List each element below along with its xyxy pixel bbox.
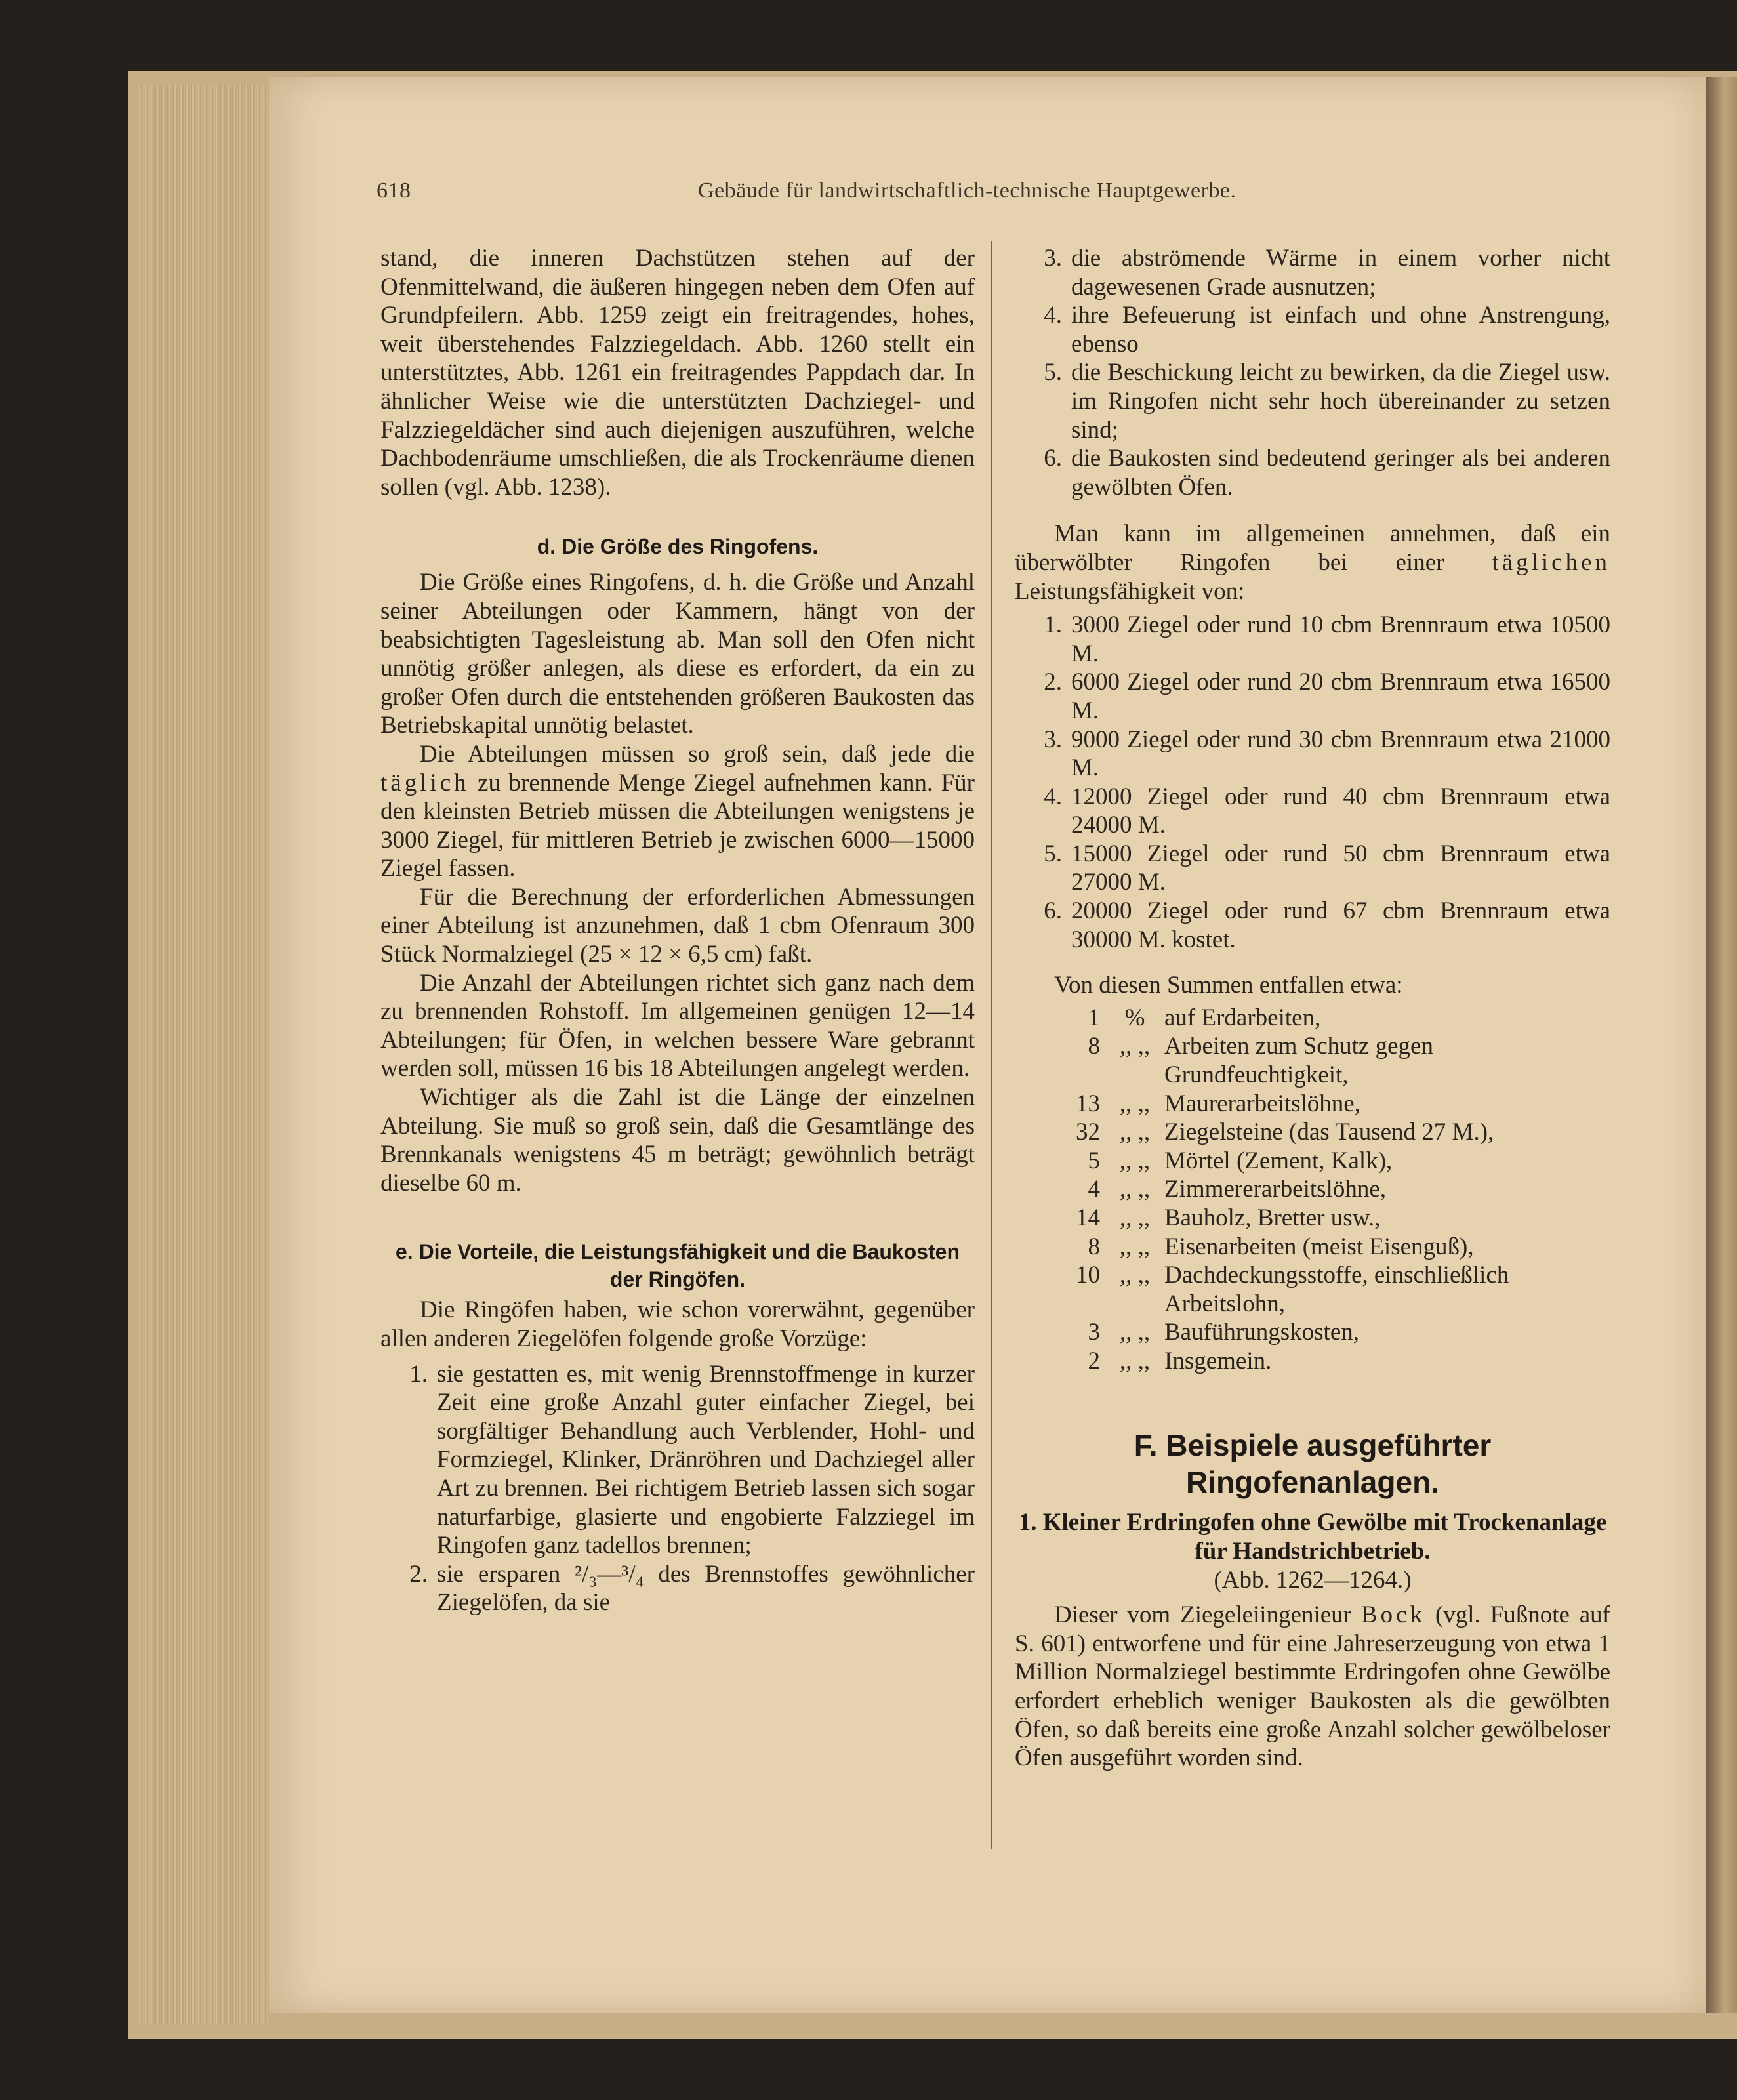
- paragraph-f: Dieser vom Ziegeleiingenieur Bock (vgl. Fußnote auf S. 601) entworfene und für eine Jahreserzeugung von etwa 1 Million Normalziegel bestimmte Erdringofen ohne Gewölbe erfordert erheblich weniger Baukosten als die gewölbten Öfen, so daß bereits eine große Anzahl solcher gewölbeloser Öfen ausgeführt worden sind.: [1015, 1601, 1611, 1772]
- emphasis-taeglich: täglich: [380, 769, 470, 796]
- heading-F: F. Beispiele ausgeführter Ringofenanlagen.: [1134, 1428, 1492, 1499]
- list-item: 6. die Baukosten sind bedeutend geringer als bei anderen gewölbten Öfen.: [1044, 445, 1610, 501]
- table-row: 32 ,, ,, Ziegelsteine (das Tausend 27 M.),: [1076, 1119, 1494, 1146]
- table-row: 3 ,, ,, Bauführungskosten,: [1088, 1319, 1359, 1346]
- facing-page-edge: [1706, 77, 1737, 2013]
- table-row: 8 ,, ,, Arbeiten zum Schutz gegen Grundfeuchtigkeit,: [1088, 1033, 1433, 1089]
- paragraph-intro: stand, die inneren Dachstützen stehen auf der Ofenmittelwand, die äußeren hingegen neben dem Ofen auf Grundpfeilern. Abb. 1259 zeigt ein freitragendes, hohes, weit überstehendes Falzziegeldach. Abb. 1260 stellt ein unterstütztes, Abb. 1261 ein freitragendes Pappdach dar. In ähnlicher Weise wie die unterstützten Dachziegel- und Falzziegeldächer sind auch diejenigen auszuführen, welche Dachbodenräume umschließen, die als Trockenräume dienen sollen (vgl. Abb. 1238).: [380, 245, 975, 501]
- list-item: 3. die abströmende Wärme in einem vorher nicht dagewesenen Grade ausnutzen;: [1044, 245, 1610, 300]
- list-item: 6. 20000 Ziegel oder rund 67 cbm Brennraum etwa 30000 M. kostet.: [1044, 897, 1610, 953]
- advantages-list-right: [1015, 244, 1610, 501]
- column-rule: [991, 241, 992, 1849]
- list-item: 2. sie ersparen ²/₃—³/₄ des Brennstoffes gewöhnlicher Ziegelöfen, da sie: [409, 1560, 975, 1616]
- list-item: 3. 9000 Ziegel oder rund 30 cbm Brennraum etwa 21000 M.: [1044, 726, 1610, 782]
- emphasis-taeglichen: täglichen: [1492, 548, 1610, 576]
- paragraph-d1: Die Größe eines Ringofens, d. h. die Größe und Anzahl seiner Abteilungen oder Kammern, hängt von der beabsichtigten Tagesleistung ab. Man soll den Ofen nicht unnötig größer anlegen, als diese es erfordert, da ein zu großer Ofen durch die entstehenden größeren Baukosten das Betriebskapital unnötig belastet.: [380, 569, 975, 739]
- paragraph-capacity: Man kann im allgemeinen annehmen, daß ein überwölbter Ringofen bei einer täglichen Leistungsfähigkeit von:: [1015, 520, 1610, 605]
- table-row: 5 ,, ,, Mörtel (Zement, Kalk),: [1088, 1147, 1393, 1174]
- capacity-list: [1015, 611, 1610, 954]
- figure-reference: (Abb. 1262—1264.): [1214, 1566, 1412, 1594]
- list-item: 4. ihre Befeuerung ist einfach und ohne Anstrengung, ebenso: [1044, 302, 1610, 358]
- heading-e: e. Die Vorteile, die Leistungsfähigkeit und die Baukosten der Ringöfen.: [395, 1240, 960, 1292]
- emphasis-bock: Bock: [1360, 1601, 1426, 1629]
- list-item: 1. 3000 Ziegel oder rund 10 cbm Brennraum etwa 10500 M.: [1044, 611, 1610, 667]
- list-item: 5. die Beschickung leicht zu bewirken, da die Ziegel usw. im Ringofen nicht sehr hoch übereinander zu setzen sind;: [1044, 359, 1610, 443]
- paragraph-e1: Die Ringöfen haben, wie schon vorerwähnt, gegenüber allen anderen Ziegelöfen folgende große Vorzüge:: [380, 1296, 975, 1352]
- page-number: 618: [377, 178, 411, 203]
- table-row: 8 ,, ,, Eisenarbeiten (meist Eisenguß),: [1088, 1233, 1474, 1260]
- advantages-list-left: [380, 1360, 975, 1617]
- table-row: 10 ,, ,, Dachdeckungsstoffe, einschließlich Arbeitslohn,: [1076, 1262, 1509, 1317]
- table-row: 1 % auf Erdarbeiten,: [1088, 1004, 1321, 1031]
- list-item: 4. 12000 Ziegel oder rund 40 cbm Brennraum etwa 24000 M.: [1044, 783, 1610, 839]
- table-row: 2 ,, ,, Insgemein.: [1088, 1347, 1272, 1374]
- paragraph-d5: Wichtiger als die Zahl ist die Länge der einzelnen Abteilung. Sie muß so groß sein, daß die Gesamtlänge des Brennkanals wenigstens 45 m beträgt; gewöhnlich beträgt dieselbe 60 m.: [380, 1084, 975, 1197]
- right-column: [1015, 244, 1610, 1773]
- cost-table: [1054, 1004, 1610, 1376]
- heading-1: 1. Kleiner Erdringofen ohne Gewölbe mit Trockenanlage für Handstrichbetrieb.: [1018, 1508, 1607, 1565]
- paragraph-d2: Die Abteilungen müssen so groß sein, daß jede die täglich zu brennende Menge Ziegel aufnehmen kann. Für den kleinsten Betrieb müssen die Abteilungen wenigstens je 3000 Ziegel, für mittleren Betrieb je zwischen 6000—15000 Ziegel fassen.: [380, 740, 975, 882]
- list-item: 5. 15000 Ziegel oder rund 50 cbm Brennraum etwa 27000 M.: [1044, 840, 1610, 896]
- table-row: 13 ,, ,, Maurerarbeitslöhne,: [1076, 1090, 1360, 1117]
- heading-d: d. Die Größe des Ringofens.: [537, 535, 819, 559]
- list-item: 1. sie gestatten es, mit wenig Brennstoffmenge in kurzer Zeit eine große Anzahl guter einfacher Ziegel, bei sorgfältiger Behandlung auch Verblender, Hohl- und Formziegel, Klinker, Dränröhren und Dachziegel aller Art zu brennen. Bei richtigem Betrieb lassen sich sogar naturfarbige, glasierte und engobierte Falzziegel im Ringofen ganz tadellos brennen;: [409, 1360, 975, 1559]
- table-row: 4 ,, ,, Zimmererarbeitslöhne,: [1088, 1176, 1387, 1203]
- paragraph-d4: Die Anzahl der Abteilungen richtet sich ganz nach dem zu brennenden Rohstoff. Im allgemeinen genügen 12—14 Abteilungen; für Öfen, in welchen bessere Ware gebrannt werden soll, müssen 16 bis 18 Abteilungen angelegt werden.: [380, 969, 975, 1082]
- list-item: 2. 6000 Ziegel oder rund 20 cbm Brennraum etwa 16500 M.: [1044, 669, 1610, 724]
- paragraph-d3: Für die Berechnung der erforderlichen Abmessungen einer Abteilung ist anzunehmen, daß 1 cbm Ofenraum 300 Stück Normalziegel (25 × 12 × 6,5 cm) faßt.: [380, 883, 975, 968]
- left-column: [380, 244, 975, 1617]
- paragraph-cost-intro: Von diesen Summen entfallen etwa:: [1054, 972, 1403, 999]
- page-edges: [138, 85, 269, 2024]
- running-title: Gebäude für landwirtschaftlich-technische Hauptgewerbe.: [698, 178, 1236, 203]
- table-row: 14 ,, ,, Bauholz, Bretter usw.,: [1076, 1204, 1381, 1231]
